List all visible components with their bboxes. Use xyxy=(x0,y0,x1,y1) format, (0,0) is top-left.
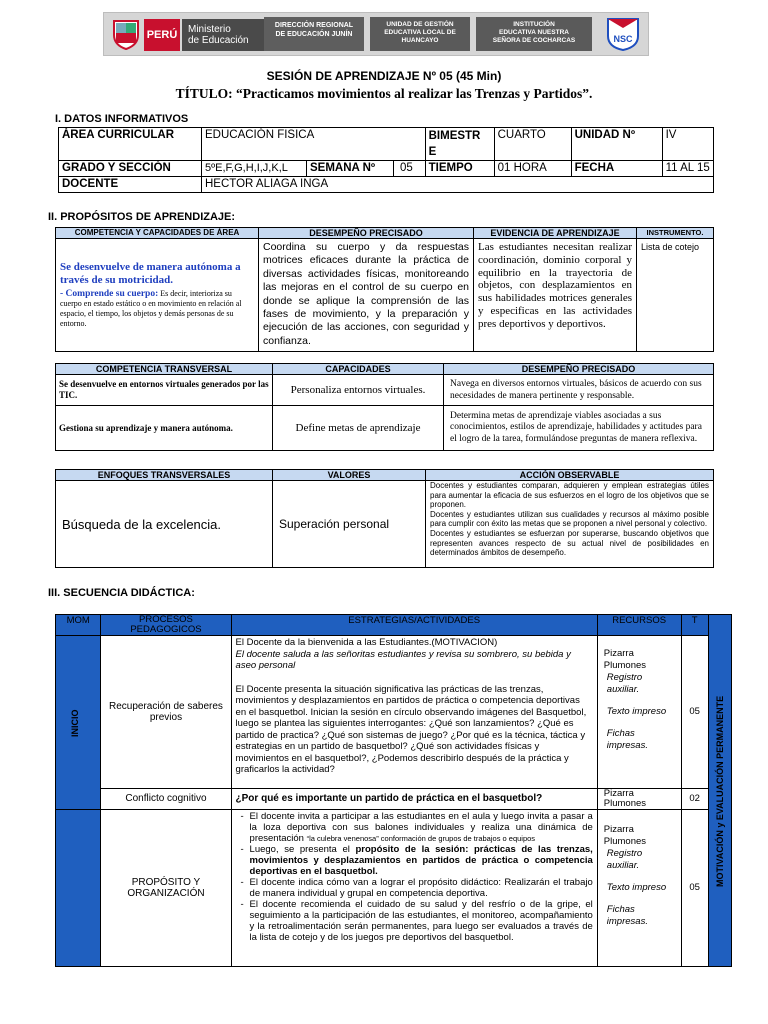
header-banner xyxy=(103,12,649,56)
proposito-estrategias xyxy=(231,810,597,967)
r1-paragraph: El Docente presenta la situación significativa las prácticas de las trenzas, movimientos y desplazamientos en partidos de práctica o competencia deportivas en el basquetbol. Inician la sesión en círculo observando imágenes del Basquetbol, luego se plantea las siguientes interrogantes: ¿Qué son lanzamientos? ¿Qué es partido de practica? ¿Qué son sistemas de juego? ¿Por qué es la técnica, táctica y estrategias en un partido de basquetbol? ¿Qué son actividades físicas y movimientos en el basquetbol?, ¿Podemos describirlo después de la práctica y graficarlos la actividad? xyxy=(235,683,587,775)
trans-des-1: Navega en diversos entornos virtuales, básicos de acuerdo con sus necesidades de manera pertinente y responsable. xyxy=(444,375,714,406)
tiempo-label: TIEMPO xyxy=(425,161,494,177)
t-header: T xyxy=(681,615,708,636)
fecha-value: 11 AL 15 xyxy=(662,161,713,177)
school-logo-text: NSC xyxy=(613,34,633,44)
r1-rec-registro: Registro auxiliar. xyxy=(606,672,643,695)
r1-rec-pizarra: Pizarra xyxy=(603,648,634,659)
conflicto-proc: Conflicto cognitivo xyxy=(101,789,231,810)
grado-value: 5ºE,F,G,H,I,J,K,L xyxy=(202,161,307,177)
desempeno-cell: Coordina su cuerpo y da respuestas motrices eficaces durante la práctica de diversas actividades físicas, monitoreando las mejoras en el control de su cuerpo en donde se aplique la comprensión de las fases de movimiento, y la preparación y ejecución de las acciones, con seguridad y confianza. xyxy=(259,239,474,352)
list-item: - El docente recomienda el cuidado de su salud y del resfrío o de la gripe, el seguimiento a la participación de las estudiantes, el monitoreo, acompañamiento y la retroalimentación serán permanentes, para luego ser evaluados a través de la lista de cotejo y de los juegos pre deportivos del basquetbol. xyxy=(250,899,593,943)
session-title: SESIÓN DE APRENDIZAJE Nº 05 (45 Min) xyxy=(266,69,502,83)
semana-value: 05 xyxy=(400,162,413,174)
institucion-block: INSTITUCIÓN EDUCATIVA NUESTRA SEÑORA DE COCHARCAS xyxy=(476,17,592,51)
unidad-value: IV xyxy=(662,128,713,161)
evidencia-header: EVIDENCIA DE APRENDIZAJE xyxy=(474,228,637,239)
inicio-label: INICIO xyxy=(70,708,80,737)
r1-line2: El docente saluda a las señoritas estudiantes y revisa su sombrero, su bebida y aseo personal xyxy=(235,648,571,671)
recuperacion-estrategias xyxy=(231,636,597,789)
trans-des-2: Determina metas de aprendizaje viables asociadas a sus conocimientos, estilos de aprendizaje, habilidades y actitudes para el logro de la tarea, formulándose preguntas de manera reflexiva. xyxy=(444,406,714,451)
mom-empty-cell xyxy=(56,810,101,967)
enfoques-header: ENFOQUES TRANSVERSALES xyxy=(56,470,273,481)
section-datos: I. DATOS INFORMATIVOS xyxy=(55,113,189,125)
list-item: - El docente invita a participar a las estudiantes en el aula y luego invita a pasar a la loza deportiva con sus balones individuales y realiza una dinámica de presentación “la culebra venenosa” conformación de grupos de trabajos o equipos xyxy=(250,811,593,844)
tiempo-value: 01 HORA xyxy=(494,161,571,177)
inicio-cell xyxy=(56,636,101,810)
r2-recursos xyxy=(597,789,681,810)
secuencia-table xyxy=(55,614,732,967)
estrategias-header: ESTRATEGIAS/ACTIVIDADES xyxy=(231,615,597,636)
peru-label: PERÚ xyxy=(144,19,180,51)
recursos-header: RECURSOS xyxy=(597,615,681,636)
r1-rec-texto: Texto impreso xyxy=(606,706,667,717)
r3-rec-fichas: Fichas impresas. xyxy=(606,904,648,927)
enfoque-value: Búsqueda de la excelencia. xyxy=(56,481,273,568)
r1-rec-plumones: Plumones xyxy=(603,660,647,671)
mom-header: MOM xyxy=(56,615,101,636)
evidencia-cell: Las estudiantes necesitan realizar coordinación, dominio corporal y equilibrio en la trayectoria de objetos, con desplazamientos en sus habilidades motrices generales y especificas en las actividades pres deportivos y deportivos. xyxy=(474,239,637,352)
trans-cap-1: Personaliza entornos virtuales. xyxy=(273,375,444,406)
ugel-block: UNIDAD DE GESTIÓN EDUCATIVA LOCAL DE HUANCAYO xyxy=(370,17,470,51)
dre-block: DIRECCIÓN REGIONAL DE EDUCACIÓN JUNÍN xyxy=(264,17,364,51)
transversal-table xyxy=(55,363,714,451)
procesos-header: PROCESOS PEDAGOGICOS xyxy=(101,615,231,636)
list-item: - Luego, se presenta el propósito de la sesión: prácticas de las trenzas, movimientos y desplazamientos en partidos de práctica o competencia deportivas en el basquetbol. xyxy=(250,844,593,877)
r1-recursos xyxy=(597,636,681,789)
unidad-label: UNIDAD Nº xyxy=(571,128,662,161)
r1-rec-fichas: Fichas impresas. xyxy=(606,728,648,751)
semana-label: SEMANA Nº xyxy=(307,161,394,176)
datos-table xyxy=(58,127,714,193)
r2-rec-pizarra: Pizarra xyxy=(603,788,634,799)
r2-tiempo: 02 xyxy=(681,789,708,810)
proposito-list xyxy=(236,811,593,943)
r3-rec-registro: Registro auxiliar. xyxy=(606,848,643,871)
side-label: MOTIVACIÓN y EVALUACIÓN PERMANENTE xyxy=(714,694,725,887)
propositos-table xyxy=(55,227,714,352)
peru-coat-of-arms-icon xyxy=(110,17,142,51)
grado-label: GRADO Y SECCIÓN xyxy=(59,161,202,177)
docente-label: DOCENTE xyxy=(59,177,202,193)
r2-rec-plumones: Plumones xyxy=(603,798,647,809)
bimestre-label: BIMESTR E xyxy=(425,128,494,161)
r3-rec-texto: Texto impreso xyxy=(606,882,667,893)
desempeno-header: DESEMPEÑO PRECISADO xyxy=(259,228,474,239)
instrumento-cell: Lista de cotejo xyxy=(637,239,714,352)
valores-header: VALORES xyxy=(273,470,426,481)
trans-cap-2: Define metas de aprendizaje xyxy=(273,406,444,451)
enfoques-table xyxy=(55,469,714,568)
capacidades-header: CAPACIDADES xyxy=(273,364,444,375)
area-label: ÁREA CURRICULAR xyxy=(59,128,202,161)
list-item: - El docente indica cómo van a lograr el propósito didáctico: Realizarán el trabajo de manera individual y grupal en competencia deportiva. xyxy=(250,877,593,899)
valor-value: Superación personal xyxy=(273,481,426,568)
proposito-proc: PROPÓSITO Y ORGANIZACIÓN xyxy=(101,810,231,967)
instrumento-header: INSTRUMENTO. xyxy=(637,228,714,239)
semana-cell xyxy=(307,161,426,177)
competencia-header: COMPETENCIA Y CAPACIDADES DE ÁREA xyxy=(56,228,259,239)
competencia-cell xyxy=(56,239,259,352)
trans-comp-2: Gestiona su aprendizaje y manera autónoma. xyxy=(56,406,273,451)
school-logo-icon xyxy=(604,16,642,52)
section-propositos: II. PROPÓSITOS DE APRENDIZAJE: xyxy=(48,211,236,223)
r1-line1: El Docente da la bienvenida a las Estudiantes.(MOTIVACION) xyxy=(235,637,498,648)
r3-tiempo: 05 xyxy=(681,810,708,967)
area-value: EDUCACIÓN FISICA xyxy=(202,128,426,161)
section-secuencia: III. SECUENCIA DIDÁCTICA: xyxy=(48,587,195,599)
bimestre-value: CUARTO xyxy=(494,128,571,161)
capacidad-title: - Comprende su cuerpo: xyxy=(60,289,159,299)
conflicto-pregunta: ¿Por qué es importante un partido de práctica en el basquetbol? xyxy=(231,789,597,810)
r3-rec-pizarra: Pizarra xyxy=(603,824,634,835)
r3-recursos xyxy=(597,810,681,967)
session-subtitle: TÍTULO: “Practicamos movimientos al realizar las Trenzas y Partidos”. xyxy=(175,86,593,101)
trans-comp-1: Se desenvuelve en entornos virtuales generados por las TIC. xyxy=(56,375,273,406)
r3-rec-plumones: Plumones xyxy=(603,836,647,847)
capacidad-text: Es decir, interioriza su cuerpo en estado estático o en movimiento en relación al espacio, el tiempo, los objetos y demás personas de su entorno. xyxy=(60,289,242,328)
recuperacion-proc: Recuperación de saberes previos xyxy=(101,636,231,789)
desempeno-trans-header: DESEMPEÑO PRECISADO xyxy=(444,364,714,375)
competencia-text: Se desenvuelve de manera autónoma a través de su motricidad. xyxy=(60,261,241,286)
r1-tiempo: 05 xyxy=(681,636,708,789)
accion-header: ACCIÓN OBSERVABLE xyxy=(426,470,714,481)
comp-transversal-header: COMPETENCIA TRANSVERSAL xyxy=(56,364,273,375)
accion-value: Docentes y estudiantes comparan, adquieren y emplean estrategias útiles para aumentar la eficacia de sus esfuerzos en el logro de los objetivos que se proponen. Docentes y estudiantes utilizan sus cualidades y recursos al máximo posible para cumplir con éxito las metas que se proponen a nivel personal y colectivo. Docentes y estudiantes se esfuerzan por superarse, buscando objetivos que representen avances respecto de su actual nivel de posibilidades en determinados ámbitos de desempeño. xyxy=(426,481,714,568)
ministerio-label: Ministerio de Educación xyxy=(182,19,358,51)
docente-value: HECTOR ALIAGA INGA xyxy=(202,177,714,193)
side-label-cell xyxy=(708,615,731,967)
fecha-label: FECHA xyxy=(571,161,662,177)
